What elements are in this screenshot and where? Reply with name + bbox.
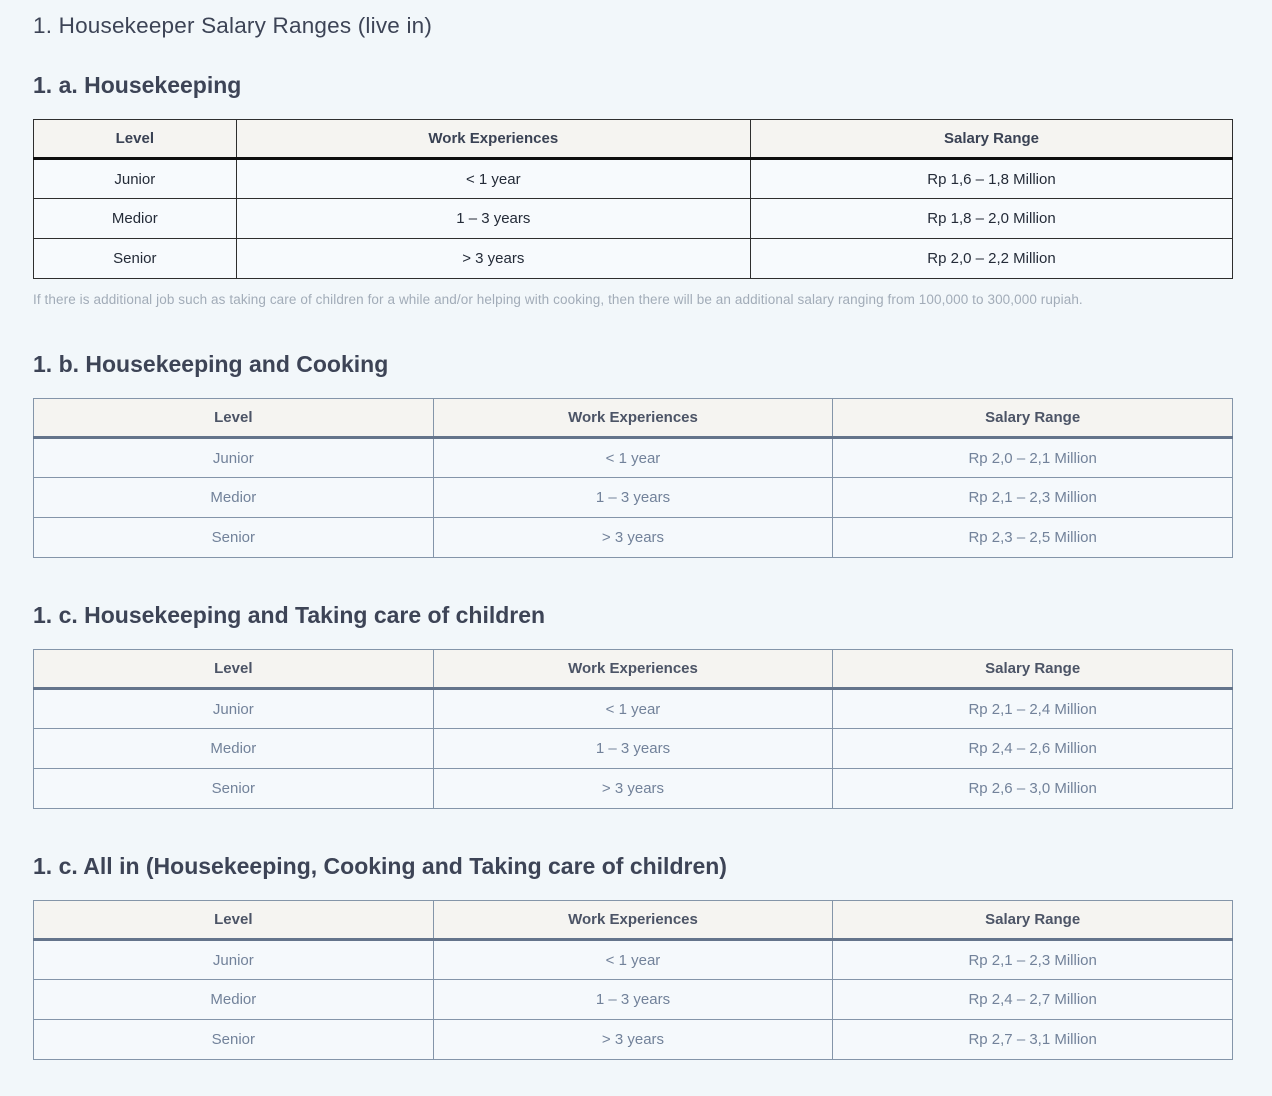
- level-cell: Junior: [34, 159, 237, 199]
- section-heading: 1. b. Housekeeping and Cooking: [33, 351, 389, 377]
- section-housekeeping-children: [33, 602, 1233, 809]
- table-header-row: [34, 399, 1233, 438]
- table-row: [34, 438, 1233, 478]
- level-cell: Senior: [34, 769, 434, 809]
- experience-cell: > 3 years: [236, 239, 750, 279]
- salary-cell: Rp 1,6 – 1,8 Million: [750, 159, 1232, 199]
- salary-cell: Rp 2,3 – 2,5 Million: [833, 518, 1233, 558]
- salary-cell: Rp 2,6 – 3,0 Million: [833, 769, 1233, 809]
- level-cell: Senior: [34, 1020, 434, 1060]
- column-header-work-experiences: Work Experiences: [433, 650, 833, 689]
- column-header-salary-range: Salary Range: [833, 650, 1233, 689]
- section-heading: 1. a. Housekeeping: [33, 72, 242, 98]
- level-cell: Junior: [34, 689, 434, 729]
- level-cell: Medior: [34, 478, 434, 518]
- salary-table: [33, 398, 1233, 558]
- level-cell: Junior: [34, 438, 434, 478]
- table-row: [34, 769, 1233, 809]
- column-header-salary-range: Salary Range: [833, 901, 1233, 940]
- salary-cell: Rp 2,4 – 2,7 Million: [833, 980, 1233, 1020]
- table-row: [34, 478, 1233, 518]
- section-housekeeping-cooking: [33, 351, 1233, 558]
- experience-cell: 1 – 3 years: [433, 729, 833, 769]
- section-housekeeping: [33, 72, 1233, 307]
- level-cell: Medior: [34, 199, 237, 239]
- table-row: [34, 199, 1233, 239]
- column-header-work-experiences: Work Experiences: [433, 399, 833, 438]
- table-row: [34, 518, 1233, 558]
- salary-table: [33, 900, 1233, 1060]
- salary-cell: Rp 2,4 – 2,6 Million: [833, 729, 1233, 769]
- experience-cell: < 1 year: [236, 159, 750, 199]
- salary-cell: Rp 2,0 – 2,1 Million: [833, 438, 1233, 478]
- column-header-salary-range: Salary Range: [750, 120, 1232, 159]
- table-row: [34, 1020, 1233, 1060]
- column-header-work-experiences: Work Experiences: [236, 120, 750, 159]
- experience-cell: > 3 years: [433, 1020, 833, 1060]
- table-row: [34, 940, 1233, 980]
- level-cell: Senior: [34, 239, 237, 279]
- column-header-work-experiences: Work Experiences: [433, 901, 833, 940]
- experience-cell: 1 – 3 years: [236, 199, 750, 239]
- table-row: [34, 159, 1233, 199]
- salary-cell: Rp 2,1 – 2,4 Million: [833, 689, 1233, 729]
- salary-table: [33, 649, 1233, 809]
- column-header-salary-range: Salary Range: [833, 399, 1233, 438]
- level-cell: Junior: [34, 940, 434, 980]
- salary-cell: Rp 2,1 – 2,3 Million: [833, 478, 1233, 518]
- experience-cell: > 3 years: [433, 518, 833, 558]
- column-header-level: Level: [34, 120, 237, 159]
- salary-cell: Rp 2,7 – 3,1 Million: [833, 1020, 1233, 1060]
- salary-cell: Rp 2,1 – 2,3 Million: [833, 940, 1233, 980]
- experience-cell: 1 – 3 years: [433, 980, 833, 1020]
- table-row: [34, 689, 1233, 729]
- additional-salary-note: If there is additional job such as taking care of children for a while and/or helping with cooking, then there will be an additional salary ranging from 100,000 to 300,000 rupiah.: [33, 292, 1083, 307]
- table-header-row: [34, 901, 1233, 940]
- salary-table: [33, 119, 1233, 279]
- experience-cell: < 1 year: [433, 940, 833, 980]
- experience-cell: > 3 years: [433, 769, 833, 809]
- column-header-level: Level: [34, 399, 434, 438]
- experience-cell: < 1 year: [433, 438, 833, 478]
- section-all-in: [33, 853, 1233, 1060]
- level-cell: Senior: [34, 518, 434, 558]
- level-cell: Medior: [34, 980, 434, 1020]
- table-row: [34, 239, 1233, 279]
- column-header-level: Level: [34, 650, 434, 689]
- table-header-row: [34, 120, 1233, 159]
- section-heading: 1. c. All in (Housekeeping, Cooking and Taking care of children): [33, 853, 727, 879]
- level-cell: Medior: [34, 729, 434, 769]
- salary-cell: Rp 2,0 – 2,2 Million: [750, 239, 1232, 279]
- experience-cell: 1 – 3 years: [433, 478, 833, 518]
- section-heading: 1. c. Housekeeping and Taking care of children: [33, 602, 546, 628]
- page-title: 1. Housekeeper Salary Ranges (live in): [33, 13, 433, 38]
- table-row: [34, 729, 1233, 769]
- table-header-row: [34, 650, 1233, 689]
- column-header-level: Level: [34, 901, 434, 940]
- experience-cell: < 1 year: [433, 689, 833, 729]
- salary-cell: Rp 1,8 – 2,0 Million: [750, 199, 1232, 239]
- table-row: [34, 980, 1233, 1020]
